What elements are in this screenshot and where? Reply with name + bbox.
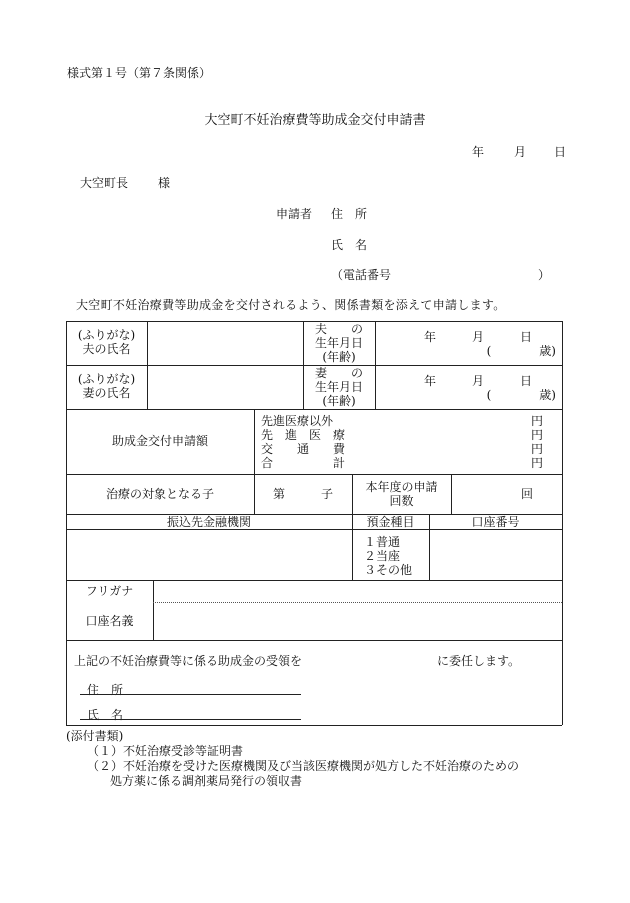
wife-age-field[interactable]: ( 歳) — [486, 388, 556, 402]
delegate-address-line[interactable] — [80, 694, 301, 695]
deposit-type-option[interactable]: ２当座 — [364, 549, 401, 563]
husband-birth-label-2: 生年月日 — [314, 336, 363, 350]
addressee-name: 大空町長 — [80, 176, 129, 190]
count-unit[interactable]: 回 — [521, 487, 534, 501]
husband-birth-label-3: (年齢) — [322, 350, 356, 364]
addressee-honorific: 様 — [158, 176, 171, 190]
date-year[interactable]: 年 — [472, 145, 485, 159]
child-ordinal-field[interactable]: 第 子 — [272, 487, 333, 501]
amount-row-unit[interactable]: 円 — [531, 442, 544, 456]
amount-row-label: 先進医療以外 — [261, 414, 334, 428]
wife-furigana-label: (ふりがな) — [77, 372, 136, 386]
account-holder-field[interactable] — [154, 603, 561, 639]
deposit-type-option[interactable]: １普通 — [364, 535, 401, 549]
child-label: 治療の対象となる子 — [105, 487, 214, 501]
wife-birth-label-2: 生年月日 — [314, 380, 363, 394]
husband-furigana-label: (ふりがな) — [77, 328, 136, 342]
furigana-field[interactable] — [154, 581, 561, 601]
date-month[interactable]: 月 — [514, 145, 527, 159]
furigana-label: フリガナ — [85, 584, 134, 598]
delegate-name-label: 氏 名 — [87, 708, 124, 722]
form-number: 様式第１号（第７条関係） — [67, 66, 212, 80]
deposit-type-label: 預金種目 — [366, 515, 415, 529]
amount-label: 助成金交付申請額 — [111, 434, 208, 448]
bank-institution-label: 振込先金融機関 — [166, 515, 251, 529]
husband-birthdate-field[interactable]: 年 月 日 — [424, 330, 533, 344]
count-label-1: 本年度の申請 — [365, 480, 438, 494]
amount-row-unit[interactable]: 円 — [531, 414, 544, 428]
account-number-field[interactable] — [430, 530, 561, 579]
date-day[interactable]: 日 — [554, 145, 567, 159]
applicant-address-label[interactable]: 住 所 — [331, 207, 368, 221]
wife-name-label: 妻の氏名 — [82, 386, 131, 400]
count-label-2: 回数 — [389, 494, 414, 508]
delegate-address-label: 住 所 — [87, 683, 124, 697]
delegation-recipient-field[interactable] — [330, 651, 430, 669]
applicant-name-label[interactable]: 氏 名 — [331, 238, 368, 252]
wife-name-field[interactable] — [148, 366, 302, 408]
account-holder-label: 口座名義 — [85, 614, 134, 628]
husband-name-label: 夫の氏名 — [82, 342, 131, 356]
applicant-label: 申請者 — [276, 207, 313, 221]
amount-row-label: 先 進 医 療 — [261, 428, 346, 442]
amount-row-unit[interactable]: 円 — [531, 456, 544, 470]
delegation-text-after: に委任します。 — [437, 654, 521, 668]
attachment-item-2-line-1: （２）不妊治療を受けた医療機関及び当該医療機関が処方した不妊治療のための — [87, 759, 520, 773]
husband-age-field[interactable]: ( 歳) — [486, 344, 556, 358]
attachment-item-1: （１）不妊治療受診等証明書 — [87, 744, 244, 758]
wife-birthdate-field[interactable]: 年 月 日 — [424, 374, 533, 388]
account-number-label: 口座番号 — [471, 515, 520, 529]
amount-row-unit[interactable]: 円 — [531, 428, 544, 442]
attachments-heading: (添付書類) — [66, 729, 124, 743]
deposit-type-option[interactable]: ３その他 — [364, 563, 413, 577]
intro-text: 大空町不妊治療費等助成金を交付されるよう、関係書類を添えて申請します。 — [76, 298, 506, 312]
amount-row-label: 合 計 — [261, 456, 346, 470]
delegate-name-line[interactable] — [80, 719, 301, 720]
page-title: 大空町不妊治療費等助成金交付申請書 — [204, 113, 426, 128]
applicant-phone-close: ） — [538, 268, 551, 282]
wife-birth-label-3: (年齢) — [322, 394, 356, 408]
husband-birth-label-1: 夫 の — [314, 322, 363, 336]
applicant-phone-open[interactable]: （電話番号 — [331, 268, 392, 282]
wife-birth-label-1: 妻 の — [314, 366, 363, 380]
attachment-item-2-line-2: 処方薬に係る調剤薬局発行の領収書 — [110, 774, 303, 788]
bank-institution-field[interactable] — [67, 530, 351, 579]
amount-row-label: 交 通 費 — [261, 442, 346, 456]
husband-name-field[interactable] — [148, 322, 302, 364]
delegation-text-before: 上記の不妊治療費等に係る助成金の受領を — [74, 654, 303, 668]
